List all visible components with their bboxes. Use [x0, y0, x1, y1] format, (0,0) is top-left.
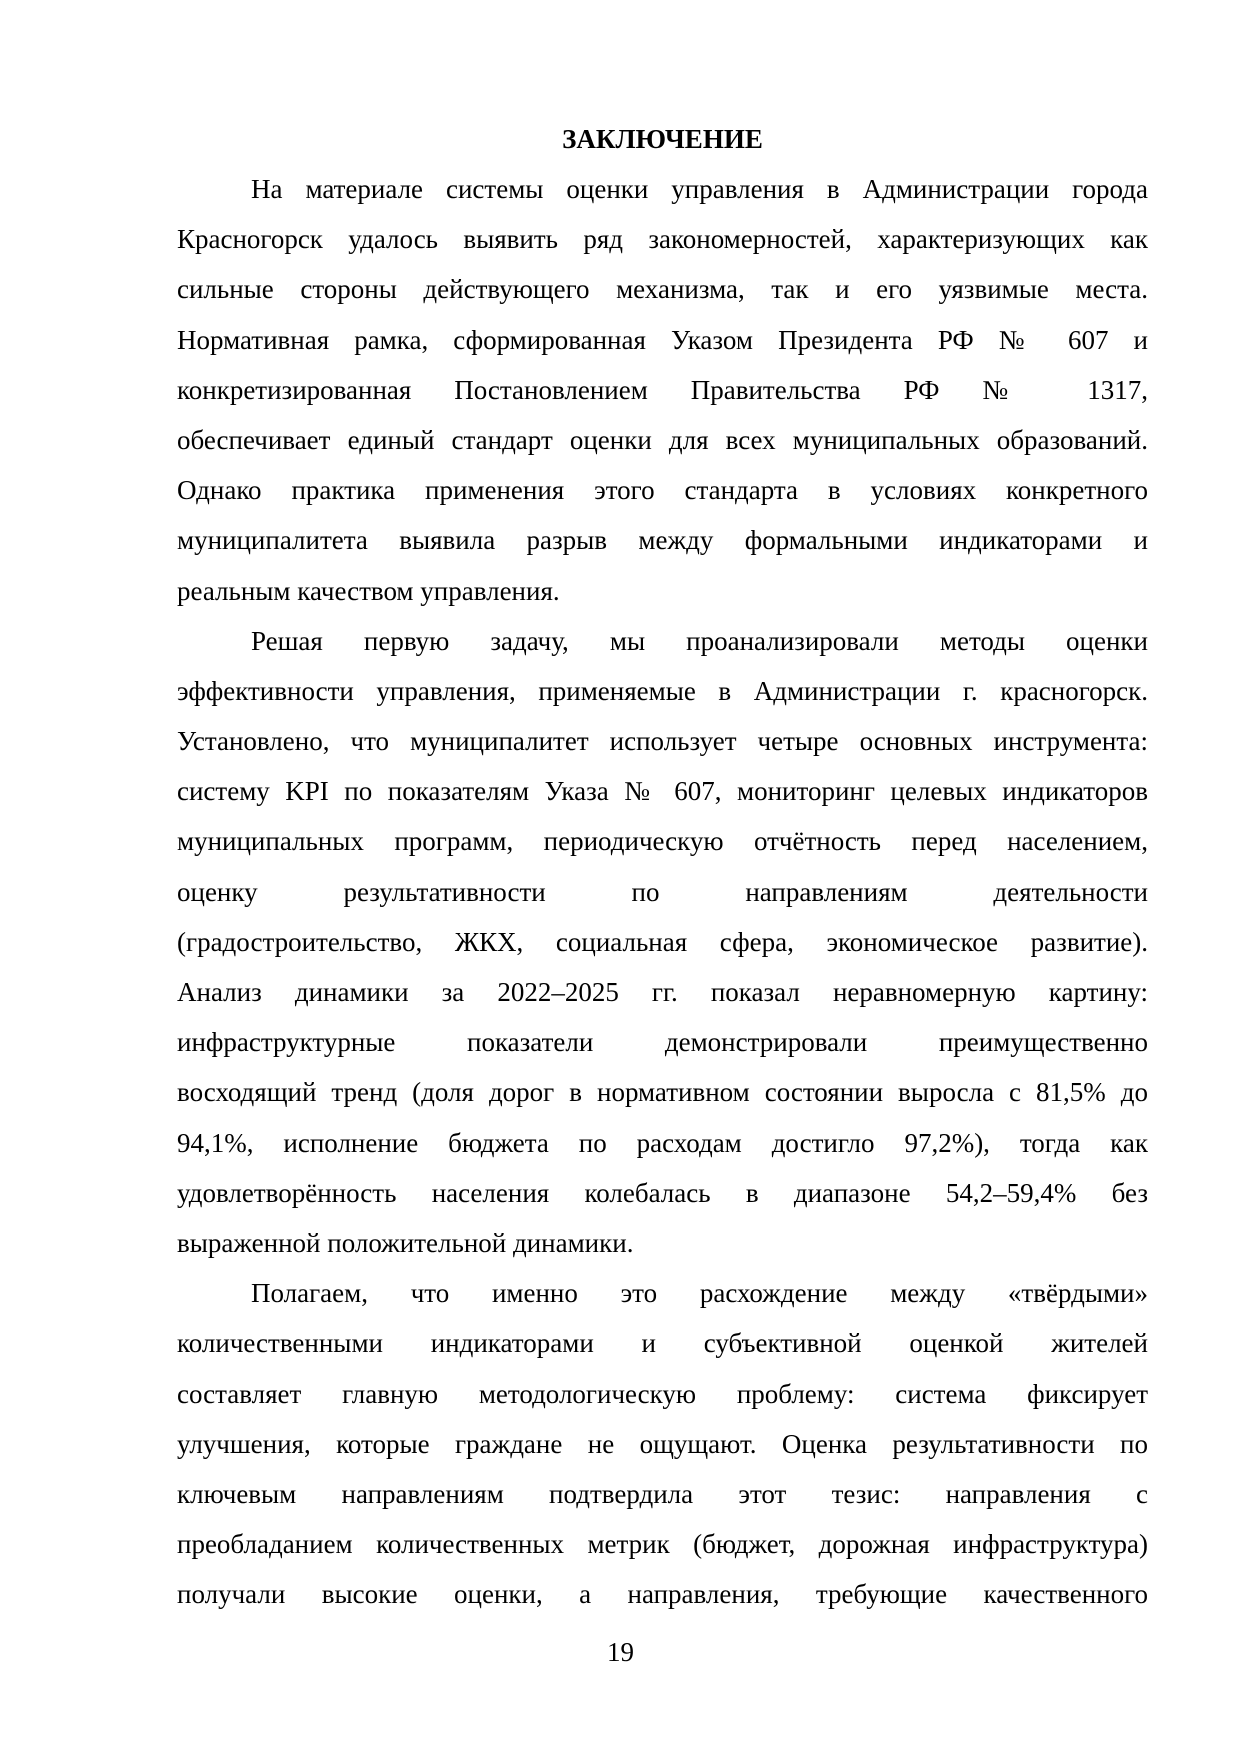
paragraph-line: Однако практика применения этого стандарта в условиях конкретного [177, 475, 1148, 506]
paragraph-line: получали высокие оценки, а направления, требующие качественного [177, 1579, 1148, 1610]
paragraph-3 [177, 1268, 1148, 1619]
paragraph-line: удовлетворённость населения колебалась в диапазоне 54,2–59,4% без [177, 1177, 1148, 1208]
paragraph-line: улучшения, которые граждане не ощущают. Оценка результативности по [177, 1428, 1148, 1459]
paragraph-line: 94,1%, исполнение бюджета по расходам достигло 97,2%), тогда как [177, 1127, 1148, 1158]
paragraph-line: реальным качеством управления. [177, 575, 560, 606]
page-number: 19 [607, 1637, 634, 1667]
paragraph-line: оценку результативности по направлениям деятельности [177, 876, 1148, 907]
paragraph-line: систему KPI по показателям Указа № 607, мониторинг целевых индикаторов [177, 776, 1148, 807]
paragraph-line: ключевым направлениям подтвердила этот тезис: направления с [177, 1478, 1148, 1509]
paragraph-line: (градостроительство, ЖКХ, социальная сфера, экономическое развитие). [177, 926, 1148, 957]
paragraph-line: сильные стороны действующего механизма, так и его уязвимые места. [177, 274, 1148, 305]
paragraph-line: На материале системы оценки управления в Администрации города [251, 174, 1148, 204]
paragraph-line: выраженной положительной динамики. [177, 1227, 634, 1258]
paragraph-line: количественными индикаторами и субъективной оценкой жителей [177, 1328, 1148, 1359]
paragraph-line: Нормативная рамка, сформированная Указом Президента РФ № 607 и [177, 324, 1148, 355]
paragraph-line: эффективности управления, применяемые в Администрации г. красногорск. [177, 675, 1148, 706]
paragraph-line: муниципальных программ, периодическую отчётность перед населением, [177, 826, 1148, 857]
paragraph-line: муниципалитета выявила разрыв между формальными индикаторами и [177, 525, 1148, 556]
paragraph-1 [177, 164, 1148, 616]
paragraph-line: восходящий тренд (доля дорог в нормативном состоянии выросла с 81,5% до [177, 1077, 1148, 1108]
paragraph-line: Установлено, что муниципалитет использует четыре основных инструмента: [177, 726, 1148, 757]
paragraph-line: инфраструктурные показатели демонстрировали преимущественно [177, 1027, 1148, 1058]
paragraph-line: Анализ динамики за 2022–2025 гг. показал неравномерную картину: [177, 977, 1148, 1007]
paragraph-line: обеспечивает единый стандарт оценки для всех муниципальных образований. [177, 424, 1148, 455]
section-heading: ЗАКЛЮЧЕНИЕ [562, 124, 763, 154]
paragraph-line: составляет главную методологическую проблему: система фиксирует [177, 1378, 1148, 1409]
paragraph-line: Красногорск удалось выявить ряд закономерностей, характеризующих как [177, 224, 1148, 255]
paragraph-line: конкретизированная Постановлением Правительства РФ № 1317, [177, 374, 1148, 405]
paragraph-line: Полагаем, что именно это расхождение между «твёрдыми» [251, 1278, 1148, 1309]
paragraph-line: Решая первую задачу, мы проанализировали методы оценки [251, 625, 1148, 656]
paragraph-line: преобладанием количественных метрик (бюджет, дорожная инфраструктура) [177, 1529, 1148, 1560]
page-content [177, 114, 1148, 1619]
paragraph-2 [177, 616, 1148, 1268]
